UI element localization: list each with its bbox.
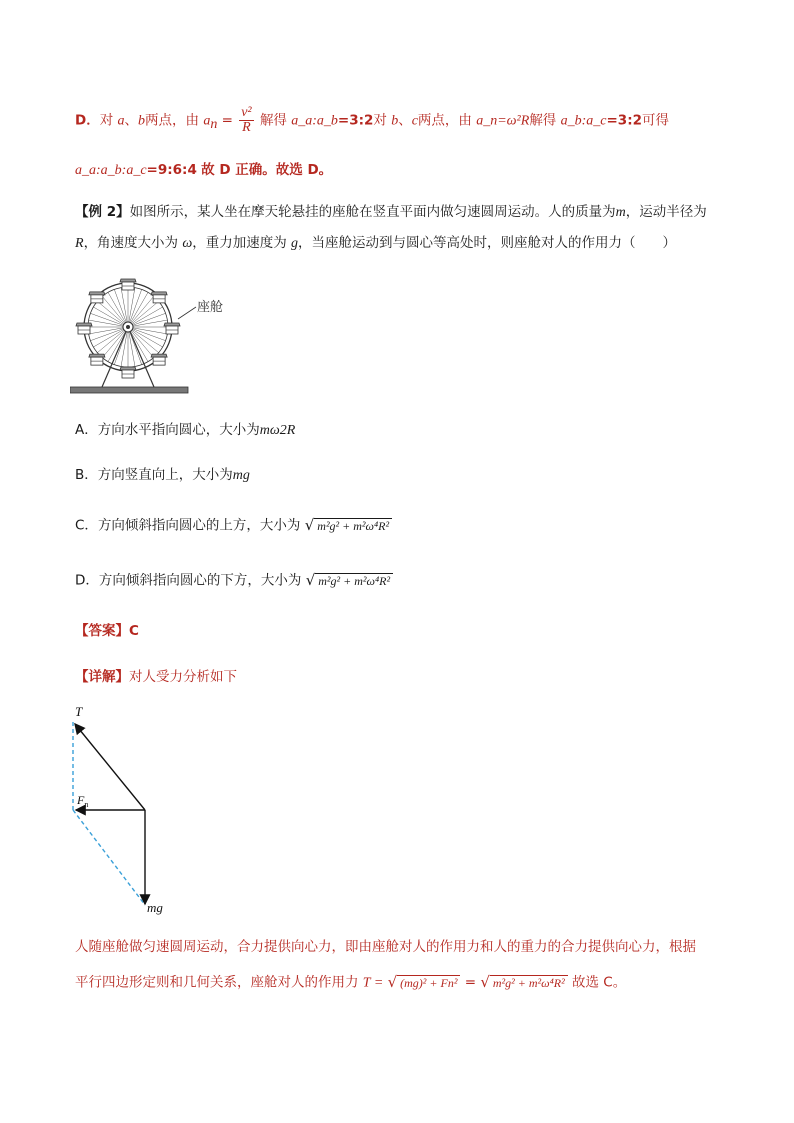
option-d: D．方向倾斜指向圆心的下方，大小为 √ m²g² + m²ω⁴R² <box>75 570 393 591</box>
label-fn: $F_n$ <box>77 793 89 809</box>
option-c: C．方向倾斜指向圆心的上方，大小为 √ m²g² + m²ω⁴R² <box>75 515 392 536</box>
force-diagram <box>65 700 185 920</box>
wheel-hub-center <box>126 325 130 329</box>
cabin-roof <box>89 354 105 357</box>
tension-vector <box>75 724 145 810</box>
option-b: B．方向竖直向上，大小为mg <box>75 467 250 483</box>
detail-line: 【详解】对人受力分析如下 <box>75 669 237 685</box>
wheel-base <box>70 387 188 393</box>
cabin-roof <box>120 279 136 282</box>
fraction-v2-over-r: $\frac{\text{v²}}{R}$ <box>241 105 252 135</box>
cabin-roof <box>76 323 92 326</box>
sqrt-formula: √ m²g² + m²ω⁴R² <box>305 515 392 536</box>
answer-line: 【答案】C <box>75 623 139 639</box>
cabin-roof <box>164 323 180 326</box>
label-t: T <box>75 704 83 719</box>
example-line-1: 【例 2】如图所示，某人坐在摩天轮悬挂的座舱在竖直平面内做匀速圆周运动。人的质量为m，运动半径为 <box>75 204 707 220</box>
cabin-pointer-line <box>178 307 196 319</box>
solution-line-d-cont: a_a:a_b:a_c=9:6:4 故 D 正确。故选 D。 <box>75 162 333 178</box>
explanation-line-1: 人随座舱做匀速圆周运动，合力提供向心力，即由座舱对人的作用力和人的重力的合力提供向心力，根据 <box>75 939 696 955</box>
dashed-diagonal-line <box>73 810 145 905</box>
cabin-label: 座舱 <box>197 299 224 314</box>
cabin-roof <box>151 292 167 295</box>
ferris-wheel <box>70 279 188 393</box>
solution-line-d: D．对 a、b两点，由 $a_n$ = $\frac{\text{v²}}{R}$ 解得 a_a:a_b=3:2对 b、c两点，由 a_n=ω²R解得 a_b:a_c=3:2可得 <box>75 105 669 135</box>
cabin-roof <box>151 354 167 357</box>
sqrt-formula: √ m²g² + m²ω⁴R² <box>306 570 393 591</box>
cabin-roof <box>89 292 105 295</box>
example-line-2: R，角速度大小为 ω，重力加速度为 g，当座舱运动到与圆心等高处时，则座舱对人的作用力（ ） <box>75 235 677 251</box>
label-mg: mg <box>147 900 163 915</box>
cabin-roof <box>120 367 136 370</box>
explanation-line-2: 平行四边形定则和几何关系，座舱对人的作用力 T = √ (mg)² + Fn² = √ m²g² + m²ω⁴R² 故选 C。 <box>75 973 627 991</box>
sqrt-formula-2: √ m²g² + m²ω⁴R² <box>480 972 567 993</box>
ferris-wheel-figure <box>70 275 240 400</box>
sqrt-formula-1: √ (mg)² + Fn² <box>388 972 461 993</box>
option-a: A．方向水平指向圆心，大小为mω2R <box>75 422 296 438</box>
